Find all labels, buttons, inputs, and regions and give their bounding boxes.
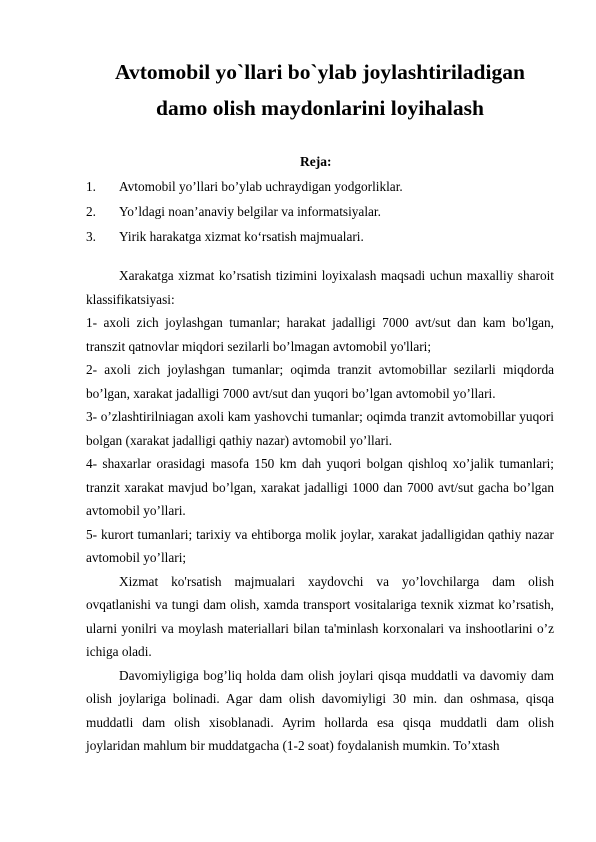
paragraph-class-4: 4- shaxarlar orasidagi masofa 150 km dah yuqori bolgan qishloq xo’jalik tumanlari; tranzit xarakat mavjud bo’lgan, xarakat jadalligi 1000 dan 7000 avt/sut gacha bo’lgan avtomobil yo’llari. — [86, 456, 554, 518]
paragraph-intro: Xarakatga xizmat ko’rsatish tizimini loyixalash maqsadi uchun maxalliy sharoit klassifikatsiyasi: — [86, 268, 554, 307]
paragraph-service-complexes: Xizmat ko'rsatish majmualari xaydovchi va yo’lovchilarga dam olish ovqatlanishi va tungi dam olish, xamda transport vositalariga texnik xizmat ko’rsatish, ularni yonilri va moylash materiallari bilan ta'minlash korxonalari va inshootlarini o’z ichiga oladi. — [86, 573, 554, 659]
paragraph-class-1: 1- axoli zich joylashgan tumanlar; harakat jadalligi 7000 avt/sut dan kam bo'lgan, transzit qatnovlar miqdori sezilarli bo’lmagan avtomobil yo'llari; — [86, 315, 554, 354]
plan-item-text: Yo’ldagi noan’anaviy belgilar va informatsiyalar. — [119, 204, 381, 219]
plan-item-text: Avtomobil yo’llari bo’ylab uchraydigan yodgorliklar. — [119, 179, 403, 194]
document-title-line-1: Avtomobil yo`llari bo`ylab joylashtiriladigan — [115, 60, 525, 84]
body-text — [86, 264, 554, 758]
paragraph-class-2: 2- axoli zich joylashgan tumanlar; oqimda tranzit avtomobillar sezilarli miqdorda bo’lgan, xarakat jadalligi 7000 avt/sut dan yuqori bo’lgan avtomobil yo’llari. — [86, 362, 554, 401]
paragraph-class-5: 5- kurort tumanlari; tarixiy va ehtiborga molik joylar, xarakat jadalligidan qathiy nazar avtomobil yo’llari; — [86, 526, 554, 565]
plan-item — [86, 228, 364, 246]
paragraph-rest-duration: Davomiyligiga bog’liq holda dam olish joylari qisqa muddatli va davomiy dam olish joylariga bolinadi. Agar dam olish davomiyligi 30 min. dan oshmasa, qisqa muddatli dam olish xisoblanadi. Ayrim hollarda esa qisqa muddatli dam olish joylaridan mahlum bir muddatgacha (1-2 soat) foydalanish mumkin. To’xtash — [86, 667, 554, 753]
plan-item-number: 3. — [86, 229, 96, 244]
plan-item-number: 2. — [86, 204, 96, 219]
document-title-line-2: damo olish maydonlarini loyihalash — [156, 96, 484, 120]
plan-heading: Reja: — [300, 154, 332, 169]
paragraph-class-3: 3- o’zlashtirilniagan axoli kam yashovchi tumanlar; oqimda tranzit avtomobillar yuqori bolgan (xarakat jadalligi qathiy nazar) avtomobil yo’llari. — [86, 409, 554, 448]
plan-item — [86, 203, 381, 221]
plan-item — [86, 178, 403, 196]
plan-item-text: Yirik harakatga xizmat ko‘rsatish majmualari. — [119, 229, 364, 244]
plan-item-number: 1. — [86, 179, 96, 194]
